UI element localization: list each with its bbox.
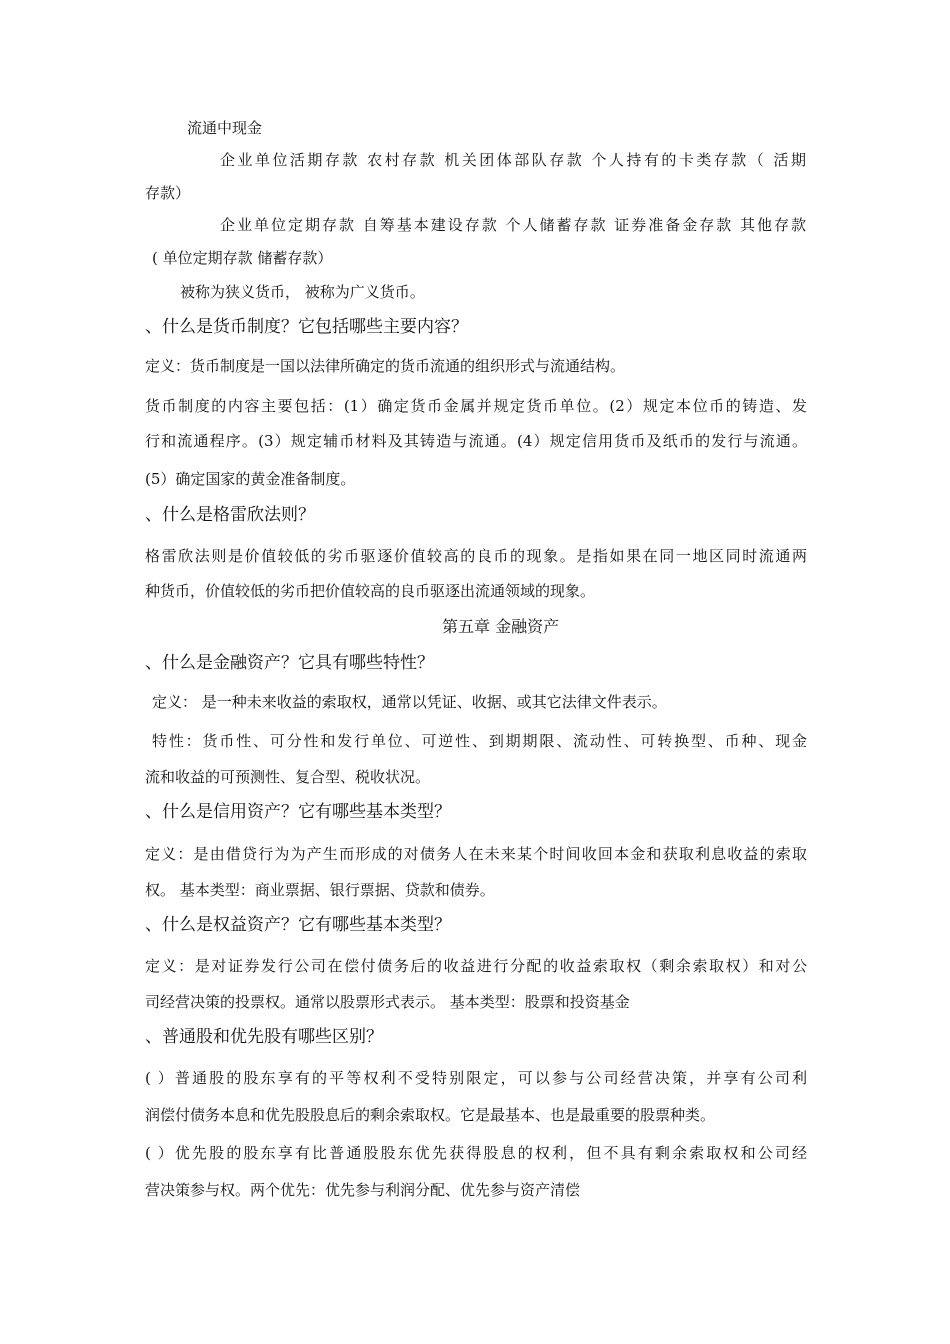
monetary-system-content-line3: (5）确定国家的黄金准备制度。	[145, 470, 356, 488]
question-equity-assets: 、什么是权益资产？它有哪些基本类型？	[145, 915, 451, 935]
question-monetary-system: 、什么是货币制度？它包括哪些主要内容？	[145, 317, 468, 337]
question-credit-assets: 、什么是信用资产？它有哪些基本类型？	[145, 802, 451, 822]
equity-assets-line2: 司经营决策的投票权。通常以股票形式表示。 基本类型：股票和投资基金	[145, 993, 630, 1011]
m0-cash-line: 流通中现金	[187, 119, 263, 137]
m2-time-deposit-line: 企业单位定期存款 自筹基本建设存款 个人储蓄存款 证券准备金存款 其他存款	[220, 216, 806, 234]
narrow-broad-money-line: 被称为狭义货币， 被称为广义货币。	[180, 283, 425, 301]
financial-assets-definition: 定义： 是一种未来收益的索取权，通常以凭证、收据、或其它法律文件表示。	[152, 693, 667, 711]
common-stock-line1: ( ）普通股的股东享有的平等权利不受特别限定，可以参与公司经营决策，并享有公司利	[145, 1069, 807, 1087]
common-stock-line2: 润偿付债务本息和优先股股息后的剩余索取权。它是最基本、也是最重要的股票种类。	[145, 1106, 716, 1124]
m2-time-deposit-continued: ( 单位定期存款 储蓄存款）	[152, 249, 333, 267]
monetary-system-content-line1: 货币制度的内容主要包括：(1）确定货币金属并规定货币单位。(2）规定本位币的铸造、发	[145, 397, 807, 415]
m1-demand-deposit-line: 企业单位活期存款 农村存款 机关团体部队存款 个人持有的卡类存款（ 活期	[220, 151, 806, 169]
question-stock-differences: 、普通股和优先股有哪些区别？	[145, 1027, 383, 1047]
credit-assets-line2: 权。 基本类型：商业票据、银行票据、贷款和债券。	[145, 881, 495, 899]
financial-assets-features-line2: 流和收益的可预测性、复合型、税收状况。	[145, 768, 431, 786]
chapter-heading: 第五章 金融资产	[442, 617, 560, 636]
question-greshams-law: 、什么是格雷欣法则？	[145, 505, 315, 525]
preferred-stock-line1: ( ）优先股的股东享有比普通股股东优先获得股息的权利，但不具有剩余索取权和公司经	[145, 1144, 807, 1162]
question-financial-assets: 、什么是金融资产？它具有哪些特性？	[145, 653, 434, 673]
equity-assets-line1: 定义：是对证券发行公司在偿付债务后的收益进行分配的收益索取权（剩余索取权）和对公	[145, 957, 807, 975]
m1-demand-deposit-continued: 存款）	[145, 184, 191, 202]
financial-assets-features-line1: 特性：货币性、可分性和发行单位、可逆性、到期期限、流动性、可转换型、币种、现金	[152, 732, 807, 750]
greshams-law-line1: 格雷欣法则是价值较低的劣币驱逐价值较高的良币的现象。是指如果在同一地区同时流通两	[145, 547, 807, 565]
monetary-system-definition: 定义：货币制度是一国以法律所确定的货币流通的组织形式与流通结构。	[145, 357, 626, 375]
preferred-stock-line2: 营决策参与权。两个优先：优先参与利润分配、优先参与资产清偿	[145, 1181, 581, 1199]
greshams-law-line2: 种货币，价值较低的劣币把价值较高的良币驱逐出流通领域的现象。	[145, 582, 596, 600]
monetary-system-content-line2: 行和流通程序。(3）规定辅币材料及其铸造与流通。(4）规定信用货币及纸币的发行与流通。	[145, 432, 807, 450]
credit-assets-line1: 定义：是由借贷行为为产生而形成的对债务人在未来某个时间收回本金和获取利息收益的索取	[145, 845, 807, 863]
